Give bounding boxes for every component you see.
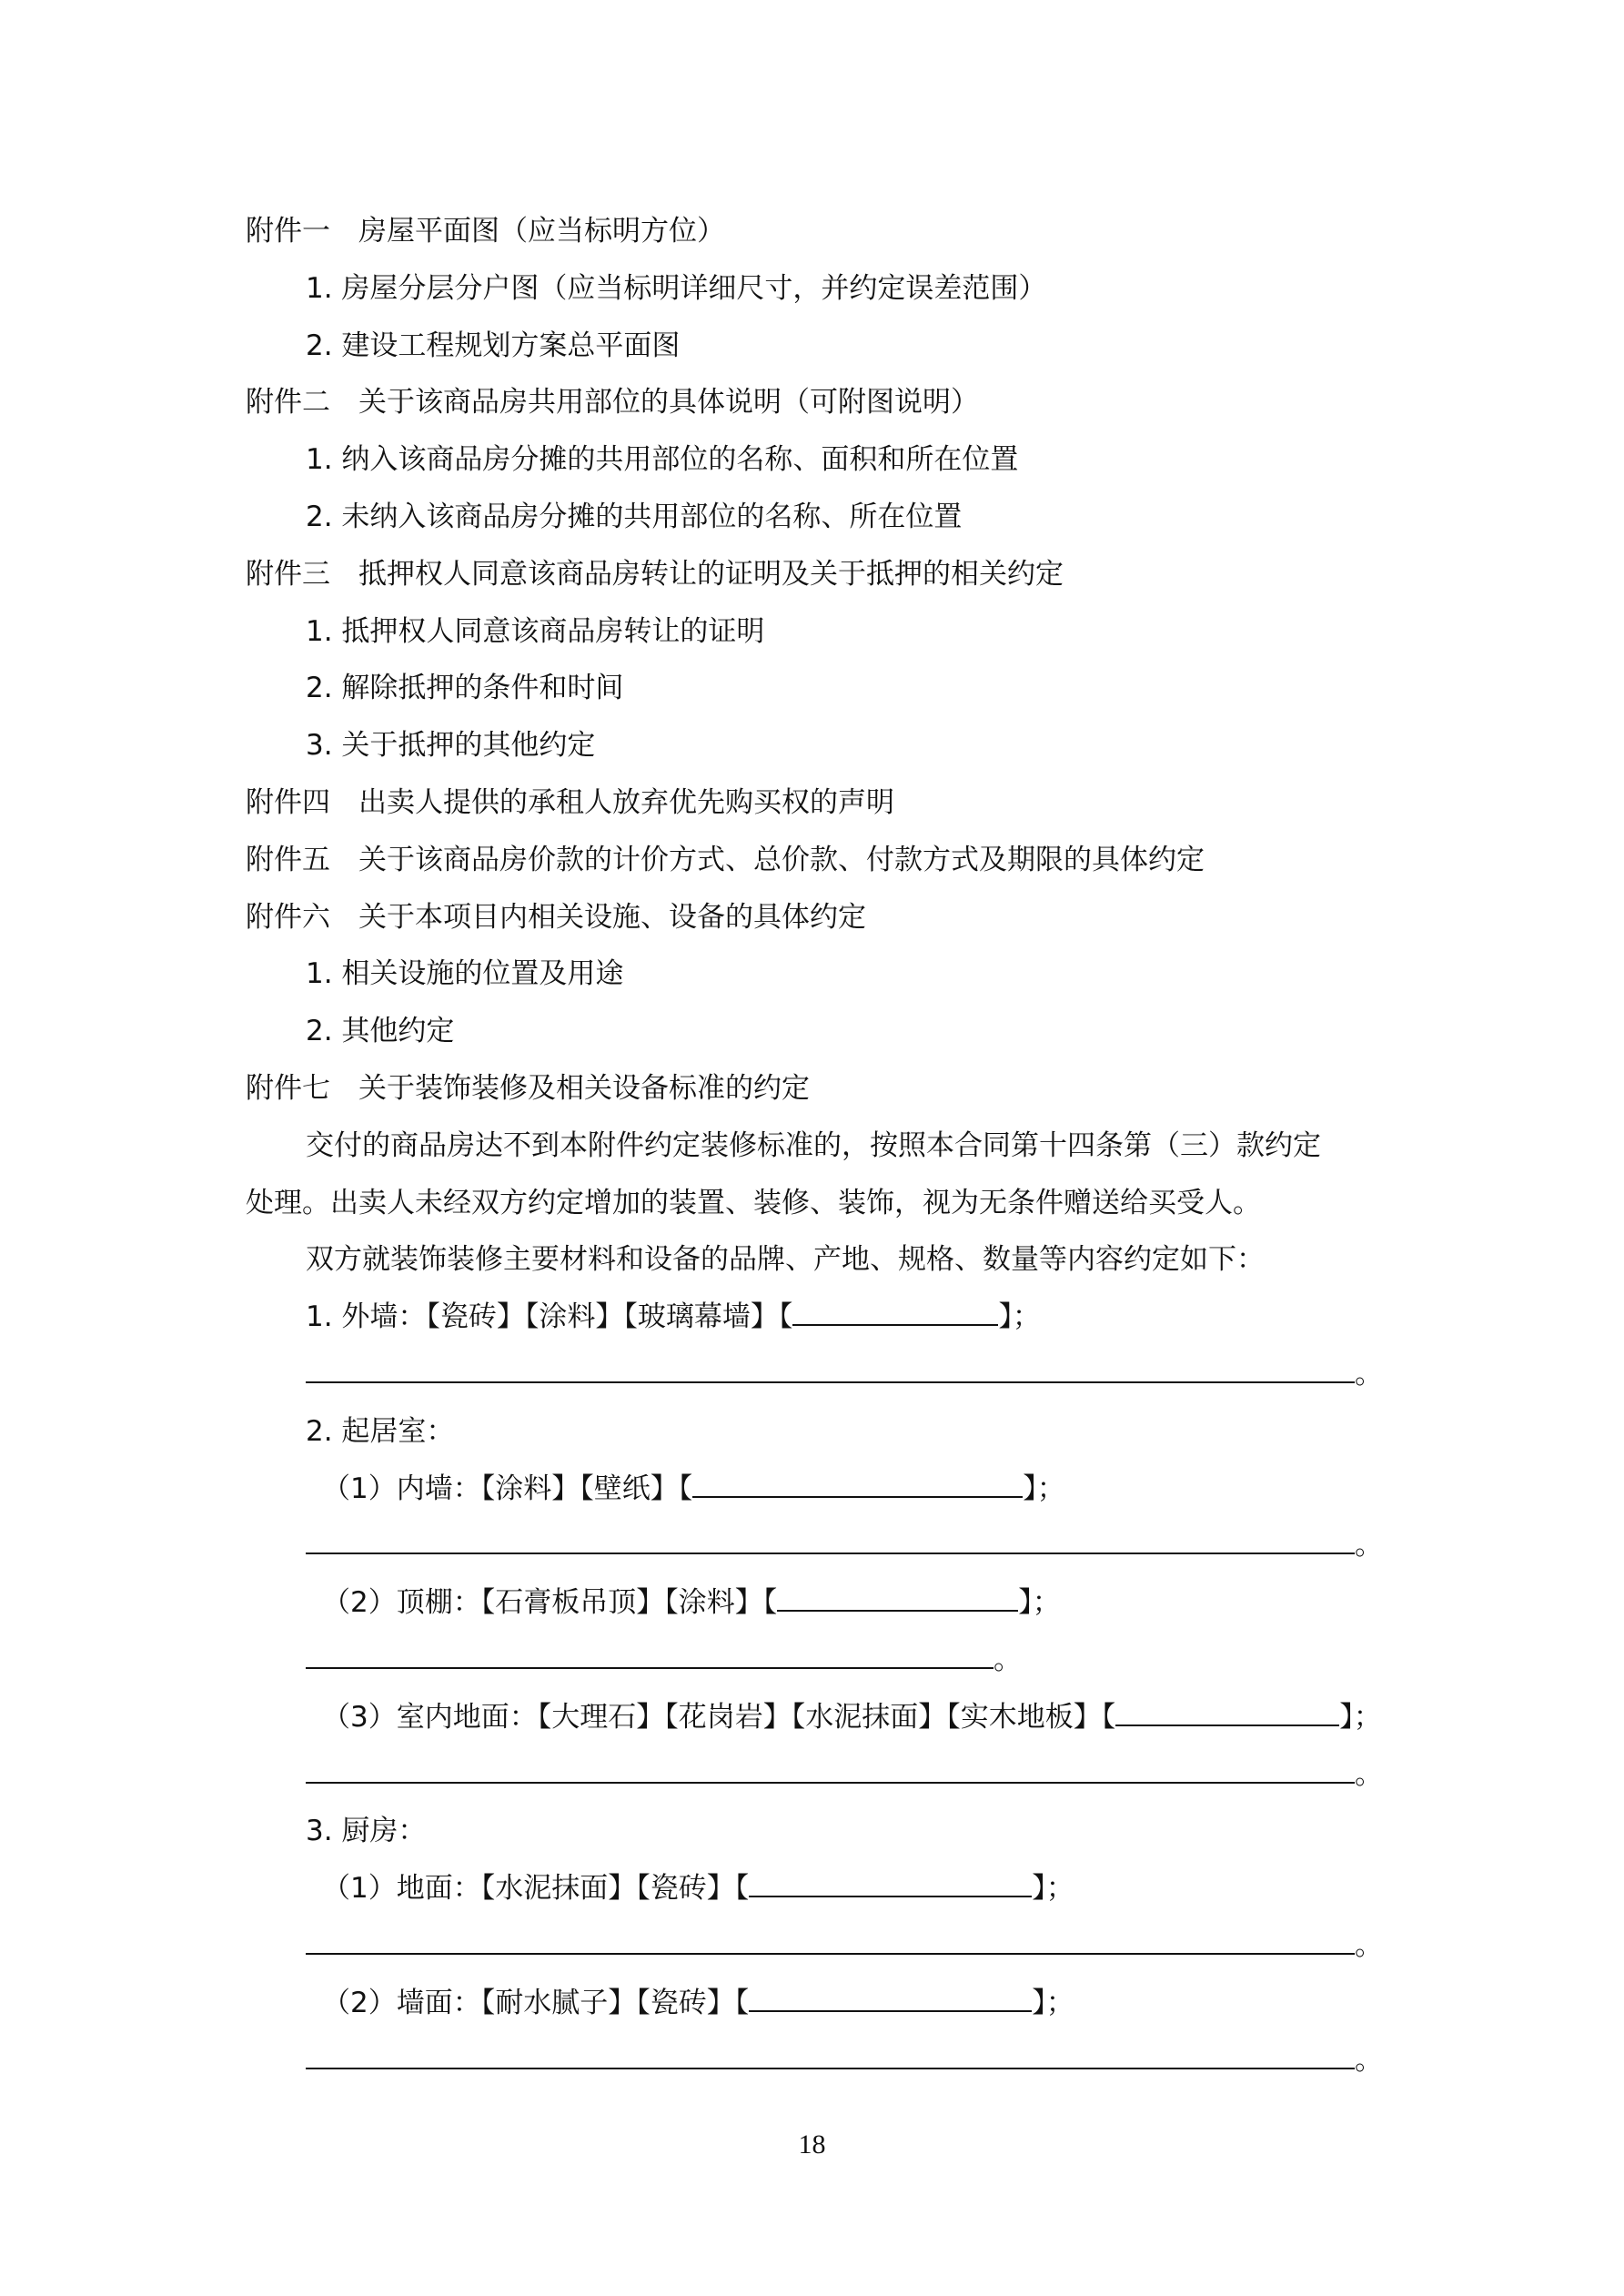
period: 。 — [1355, 1357, 1383, 1391]
annex-4-heading: 附件四 出卖人提供的承租人放弃优先购买权的声明 — [246, 785, 894, 819]
annex-7-heading: 附件七 关于装饰装修及相关设备标准的约定 — [246, 1071, 810, 1105]
fill-blank[interactable] — [749, 1872, 1032, 1897]
period: 。 — [1355, 2043, 1383, 2077]
bracket-end: 】； — [1032, 1986, 1074, 2019]
fill-blank[interactable] — [306, 1644, 994, 1669]
kitchen-wall-item — [0, 1975, 1624, 2032]
list-item: 1. 抵押权人同意该商品房转让的证明 — [306, 614, 765, 648]
item-text: （2）顶棚：【石膏板吊顶】【涂料】【 — [322, 1586, 778, 1620]
annex-1-heading: 附件一 房屋平面图（应当标明方位） — [246, 215, 725, 248]
annex-3-heading: 附件三 抵押权人同意该商品房转让的证明及关于抵押的相关约定 — [246, 557, 1064, 591]
fill-line — [0, 1917, 1624, 1975]
bracket-end: 】； — [1032, 1872, 1074, 1906]
list-item: 1. 房屋分层分户图（应当标明详细尺寸，并约定误差范围） — [306, 271, 1047, 305]
bracket-end: 】； — [998, 1300, 1041, 1334]
page-number: 18 — [798, 2129, 826, 2159]
ceiling-item — [0, 1574, 1624, 1632]
interior-wall-item — [0, 1461, 1624, 1518]
fill-blank[interactable] — [792, 1300, 998, 1326]
document-body — [0, 203, 1624, 2089]
paragraph-line: 双方就装饰装修主要材料和设备的品牌、产地、规格、数量等内容约定如下： — [306, 1243, 1265, 1277]
fill-blank[interactable] — [306, 1529, 1355, 1554]
period: 。 — [1355, 1928, 1383, 1962]
bracket-end: 】； — [1339, 1700, 1382, 1734]
kitchen-floor-item — [0, 1860, 1624, 1917]
fill-blank[interactable] — [306, 2044, 1355, 2069]
period: 。 — [1355, 1529, 1383, 1563]
fill-blank[interactable] — [306, 1929, 1355, 1955]
exterior-wall-item — [0, 1289, 1624, 1346]
period: 。 — [994, 1643, 1022, 1676]
bracket-end: 】； — [1018, 1586, 1061, 1620]
annex-6-heading: 附件六 关于本项目内相关设施、设备的具体约定 — [246, 900, 866, 934]
list-item: 1. 纳入该商品房分摊的共用部位的名称、面积和所在位置 — [306, 443, 1019, 477]
floor-item — [0, 1689, 1624, 1746]
fill-line — [0, 1517, 1624, 1574]
fill-line — [0, 1632, 1624, 1689]
item-text: （1）地面：【水泥抹面】【瓷砖】【 — [322, 1872, 750, 1906]
living-room-heading: 2. 起居室： — [306, 1414, 455, 1448]
item-text: （3）室内地面：【大理石】【花岗岩】【水泥抹面】【实木地板】【 — [322, 1700, 1116, 1734]
fill-blank[interactable] — [692, 1472, 1023, 1498]
fill-line — [0, 1346, 1624, 1403]
list-item: 1. 相关设施的位置及用途 — [306, 957, 624, 991]
fill-blank[interactable] — [777, 1586, 1018, 1612]
list-item: 3. 关于抵押的其他约定 — [306, 729, 596, 763]
fill-blank[interactable] — [749, 1987, 1032, 2012]
fill-line — [0, 1746, 1624, 1804]
fill-blank[interactable] — [306, 1758, 1355, 1784]
fill-blank[interactable] — [1115, 1701, 1339, 1726]
list-item: 2. 未纳入该商品房分摊的共用部位的名称、所在位置 — [306, 500, 963, 533]
kitchen-heading: 3. 厨房： — [306, 1815, 427, 1848]
fill-blank[interactable] — [306, 1358, 1355, 1383]
paragraph-line: 处理。出卖人未经双方约定增加的装置、装修、装饰，视为无条件赠送给买受人。 — [246, 1186, 1261, 1219]
paragraph-line: 交付的商品房达不到本附件约定装修标准的，按照本合同第十四条第（三）款约定 — [306, 1128, 1321, 1162]
period: 。 — [1355, 1757, 1383, 1791]
bracket-end: 】； — [1023, 1472, 1065, 1505]
list-item: 2. 建设工程规划方案总平面图 — [306, 329, 681, 362]
item-text: （2）墙面：【耐水腻子】【瓷砖】【 — [322, 1986, 750, 2019]
list-item: 2. 其他约定 — [306, 1015, 455, 1048]
list-item: 2. 解除抵押的条件和时间 — [306, 672, 624, 705]
fill-line — [0, 2032, 1624, 2089]
item-text: 1. 外墙：【瓷砖】【涂料】【玻璃幕墙】【 — [306, 1300, 793, 1334]
annex-2-heading: 附件二 关于该商品房共用部位的具体说明（可附图说明） — [246, 386, 979, 420]
item-text: （1）内墙：【涂料】【壁纸】【 — [322, 1472, 693, 1505]
annex-5-heading: 附件五 关于该商品房价款的计价方式、总价款、付款方式及期限的具体约定 — [246, 843, 1205, 876]
